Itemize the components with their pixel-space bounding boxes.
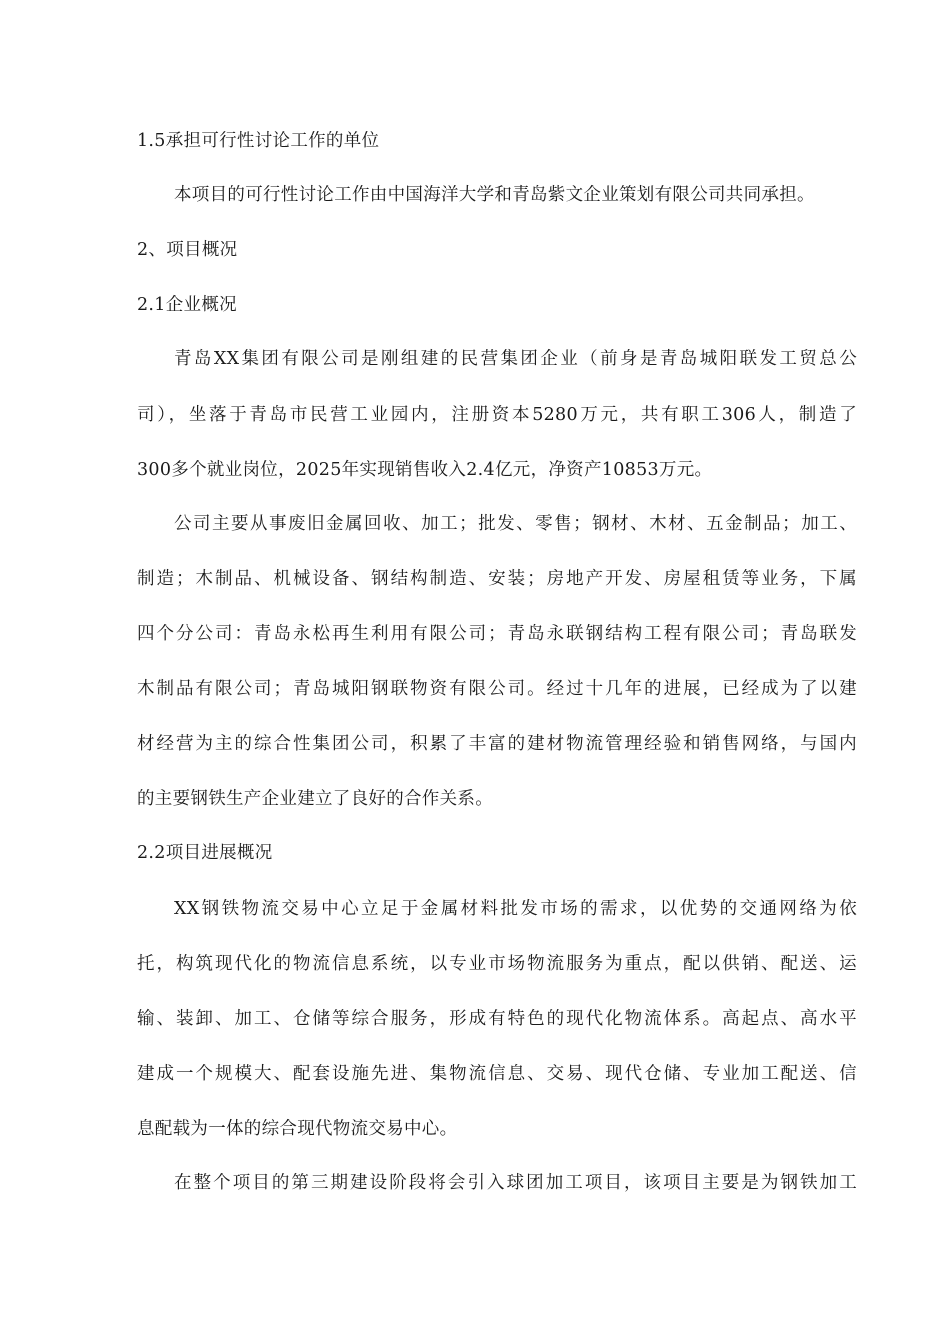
paragraph-2-2-a-line: 建成一个规模大、配套设施先进、集物流信息、交易、现代仓储、专业加工配送、信: [137, 1064, 857, 1084]
paragraph-2-1-a-line: 司），坐落于青岛市民营工业园内，注册资本5280万元，共有职工306人，制造了: [137, 405, 857, 425]
heading-1-5: 1.5承担可行性讨论工作的单位: [137, 131, 380, 151]
paragraph-1-5: 本项目的可行性讨论工作由中国海洋大学和青岛紫文企业策划有限公司共同承担。: [174, 185, 815, 205]
paragraph-2-1-b-line: 木制品有限公司；青岛城阳钢联物资有限公司。经过十几年的进展，已经成为了以建: [137, 679, 857, 699]
paragraph-2-1-b-line: 的主要钢铁生产企业建立了良好的合作关系。: [137, 789, 493, 809]
paragraph-2-1-a-line: 300多个就业岗位，2025年实现销售收入2.4亿元，净资产10853万元。: [137, 460, 713, 480]
paragraph-2-1-b-line: 公司主要从事废旧金属回收、加工；批发、零售；钢材、木材、五金制品；加工、: [174, 514, 857, 534]
paragraph-2-1-b-line: 材经营为主的综合性集团公司，积累了丰富的建材物流管理经验和销售网络，与国内: [137, 734, 857, 754]
paragraph-2-2-a-line: XX钢铁物流交易中心立足于金属材料批发市场的需求，以优势的交通网络为依: [174, 899, 857, 919]
paragraph-2-2-a-line: 息配载为一体的综合现代物流交易中心。: [137, 1119, 458, 1139]
paragraph-2-1-a-line: 青岛XX集团有限公司是刚组建的民营集团企业（前身是青岛城阳联发工贸总公: [174, 349, 857, 369]
heading-2: 2、项目概况: [137, 240, 238, 260]
paragraph-2-2-a-line: 托，构筑现代化的物流信息系统，以专业市场物流服务为重点，配以供销、配送、运: [137, 954, 857, 974]
heading-2-2: 2.2项目进展概况: [137, 843, 273, 863]
heading-2-1: 2.1企业概况: [137, 295, 237, 315]
paragraph-2-2-b-line: 在整个项目的第三期建设阶段将会引入球团加工项目，该项目主要是为钢铁加工: [174, 1173, 857, 1193]
paragraph-2-2-a-line: 输、装卸、加工、仓储等综合服务，形成有特色的现代化物流体系。高起点、高水平: [137, 1009, 857, 1029]
paragraph-2-1-b-line: 制造；木制品、机械设备、钢结构制造、安装；房地产开发、房屋租赁等业务，下属: [137, 569, 857, 589]
paragraph-2-1-b-line: 四个分公司：青岛永松再生利用有限公司；青岛永联钢结构工程有限公司；青岛联发: [137, 624, 857, 644]
